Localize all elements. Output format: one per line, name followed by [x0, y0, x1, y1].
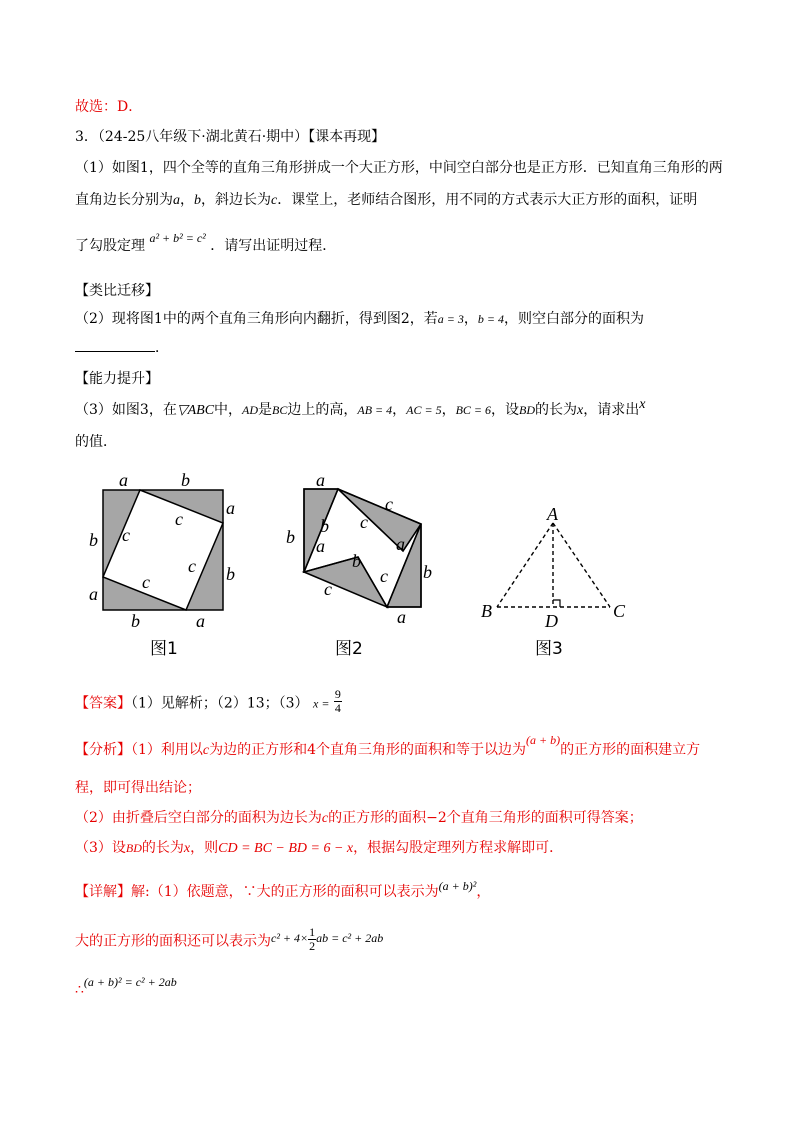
- text: ．: [155, 340, 169, 356]
- answer-text: （1）见解析；（2）13；（3）: [131, 695, 309, 712]
- label-a: a: [316, 470, 325, 490]
- label-A: A: [547, 504, 558, 524]
- text: （3）如图3，在: [75, 402, 177, 418]
- text: 了勾股定理: [75, 238, 145, 254]
- label-a: a: [396, 534, 405, 554]
- label-c: c: [175, 509, 183, 529]
- math-x: x: [577, 403, 584, 418]
- figure-2-caption: 图2: [335, 639, 363, 659]
- label-b: b: [352, 551, 361, 571]
- text: 的长为: [141, 840, 184, 856]
- label-a: a: [316, 536, 325, 556]
- part1-line1: （1）如图1，四个全等的直角三角形拼成一个大正方形，中间空白部分也是正方形．已知直角三角形的两: [75, 160, 723, 176]
- answer-blank[interactable]: [75, 339, 155, 352]
- text: ，根据勾股定理列方程求解即可．: [353, 840, 564, 856]
- numerator: 9: [334, 687, 341, 701]
- math-c: c: [271, 193, 278, 208]
- analysis-line1: [75, 733, 701, 761]
- analysis-line3: [75, 808, 643, 829]
- numerator: 1: [309, 925, 316, 939]
- math-CD-eq: CD = BC − BD = 6 − x: [218, 841, 354, 856]
- question-source: （24-25八年级下·湖北黄石·期中）【课本再现】: [97, 129, 386, 145]
- label-a: a: [397, 607, 406, 627]
- side-AB: [497, 523, 553, 607]
- label-b: b: [320, 516, 329, 536]
- text: ，则: [190, 840, 219, 856]
- text: ．课堂上，老师结合图形，用不同的方式表示大正方形的面积，证明: [277, 192, 698, 208]
- label-b: b: [181, 470, 190, 490]
- text: 的长为: [535, 402, 578, 418]
- denominator: 2: [309, 939, 316, 953]
- math-expr: c² + 4×: [271, 930, 309, 945]
- math-a: a: [173, 193, 180, 208]
- text: 为边的正方形和4个直角三角形的面积和等于以边为: [209, 742, 527, 758]
- label-a: a: [89, 584, 98, 604]
- text: ，设: [491, 402, 520, 418]
- text: ，请求出: [583, 402, 640, 418]
- label-c: c: [385, 494, 393, 514]
- text: 边上的高，: [287, 402, 358, 418]
- math-AC: AC = 5: [406, 403, 442, 417]
- label-c: c: [142, 572, 150, 592]
- detail-line3: [75, 972, 177, 998]
- figure-2: [280, 470, 430, 635]
- label-b: b: [286, 527, 295, 547]
- answer-line: [75, 687, 342, 717]
- label-C: C: [613, 601, 626, 621]
- label-c: c: [122, 525, 130, 545]
- label-a: a: [119, 470, 128, 490]
- math-BD: BD: [125, 841, 142, 855]
- part3-line1: （3）如图3，在▽ABC中，AD是BC边上的高，AB = 4，AC = 5，BC = 6，设BD的长为x，请求出x: [75, 397, 646, 418]
- math-a-eq: a = 3: [437, 312, 464, 326]
- analysis-line4: [75, 838, 563, 859]
- math-expr: (a + b)²: [438, 879, 477, 893]
- text: 直角边长分别为: [75, 192, 173, 208]
- part2-line1: （2）现将图1中的两个直角三角形向内翻折，得到图2，若a = 3，b = 4，则空白部分的面积为: [75, 311, 644, 327]
- shaded-triangle: [304, 557, 387, 607]
- part3-line2: 的值．: [75, 434, 117, 450]
- math-AB: AB = 4: [357, 403, 393, 417]
- text: ，: [476, 884, 491, 900]
- text: 解:（1）依题意，∵大的正方形的面积可以表示为: [131, 884, 439, 900]
- math-BC-eq: BC = 6: [455, 403, 492, 417]
- label-b: b: [423, 562, 432, 582]
- text: 大的正方形的面积还可以表示为: [75, 933, 271, 950]
- question-number: 3．: [75, 129, 98, 145]
- right-angle-mark: [553, 600, 560, 607]
- label-c: c: [188, 556, 196, 576]
- text: 的正方形的面积−2个直角三角形的面积可得答案；: [328, 810, 643, 826]
- math-b: b: [194, 193, 201, 208]
- math-BC: BC: [272, 403, 288, 417]
- part2-blank-line: [75, 338, 169, 358]
- previous-answer: 故选：D．: [75, 99, 143, 115]
- text: （2）由折叠后空白部分的面积为边长为: [75, 810, 322, 826]
- analysis-line2: 程，即可得出结论；: [75, 780, 201, 796]
- figure-3-caption: 图3: [535, 639, 563, 659]
- label-a: a: [226, 498, 235, 518]
- label-b: b: [131, 611, 140, 631]
- detail-tag: 【详解】: [75, 884, 131, 900]
- label-a: a: [196, 611, 205, 631]
- label-b: b: [89, 530, 98, 550]
- text: ．请写出证明过程．: [210, 238, 337, 254]
- text: （3）设: [75, 840, 126, 856]
- pythagorean-formula: a² + b² = c²: [149, 231, 206, 245]
- math-x: x: [639, 397, 646, 412]
- text: 的正方形的面积建立方: [560, 742, 701, 758]
- answer-tag: 【答案】: [75, 695, 131, 712]
- question-header: [75, 127, 385, 147]
- answer-x: x =: [313, 696, 330, 711]
- math-expr: ab = c² + 2ab: [316, 930, 384, 945]
- label-D: D: [545, 611, 558, 631]
- figure-1: [89, 470, 245, 635]
- figure-1-caption: 图1: [150, 639, 178, 659]
- text: 是: [258, 402, 273, 418]
- text: ，斜边长为: [201, 192, 271, 208]
- text: 中，: [214, 402, 243, 418]
- math-b-eq: b = 4: [477, 312, 504, 326]
- section-analogy-heading: 【类比迁移】: [75, 283, 159, 299]
- denominator: 4: [334, 701, 341, 715]
- math-x: x: [183, 841, 191, 856]
- label-b: b: [226, 564, 235, 584]
- math-AD: AD: [242, 403, 259, 417]
- section-ability-heading: 【能力提升】: [75, 371, 159, 387]
- math-a-plus-b: (a + b): [526, 733, 561, 747]
- label-c: c: [360, 512, 368, 532]
- math-expr: (a + b)² = c² + 2ab: [83, 975, 177, 989]
- part1-line3: [75, 231, 337, 256]
- label-c: c: [380, 566, 388, 586]
- therefore-symbol: ∴: [75, 982, 84, 998]
- math-BD: BD: [519, 403, 536, 417]
- side-AC: [553, 523, 610, 607]
- math-triangle: ▽ABC: [176, 403, 215, 418]
- text: （2）现将图1中的两个直角三角形向内翻折，得到图2，若: [75, 311, 438, 327]
- part1-line2: 直角边长分别为a，b，斜边长为c．课堂上，老师结合图形，用不同的方式表示大正方形的面积，证明: [75, 192, 698, 208]
- label-B: B: [481, 601, 492, 621]
- label-c: c: [324, 579, 332, 599]
- math-c: c: [321, 811, 329, 826]
- figure-3: [475, 495, 635, 635]
- math-c: c: [202, 743, 210, 758]
- text: ，则空白部分的面积为: [503, 311, 644, 327]
- detail-line1: [75, 879, 491, 902]
- analysis-tag: 【分析】: [75, 742, 131, 758]
- detail-line2: [75, 925, 384, 955]
- half-fraction: [308, 926, 316, 953]
- answer-fraction: [334, 688, 342, 715]
- text: （1）利用以: [131, 742, 203, 758]
